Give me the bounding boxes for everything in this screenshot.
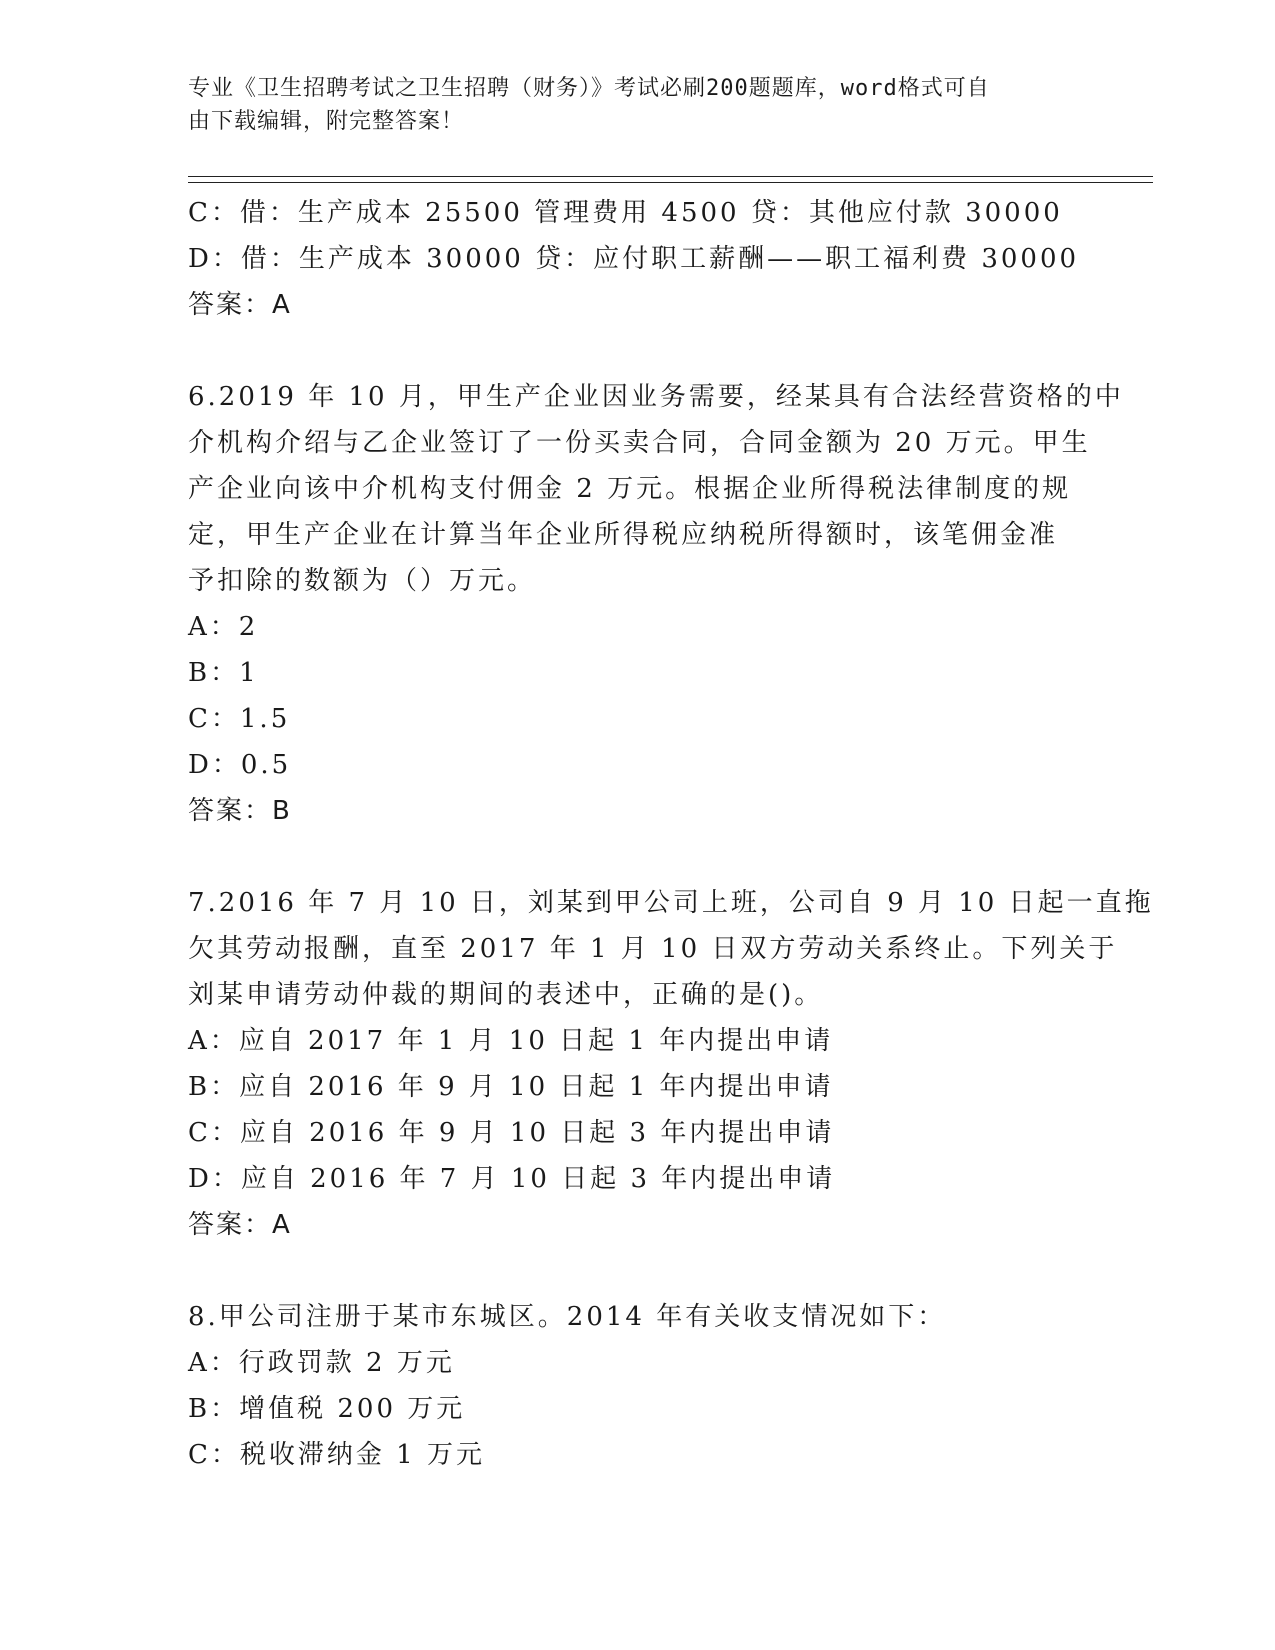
question-text-line: 欠其劳动报酬，直至 2017 年 1 月 10 日双方劳动关系终止。下列关于: [188, 934, 1118, 964]
option-c: C：应自 2016 年 9 月 10 日起 3 年内提出申请: [188, 1118, 835, 1148]
spacer: [188, 1248, 1088, 1294]
document-header: [188, 72, 1088, 138]
option-b: B：1: [188, 658, 259, 688]
question-5-remainder: [188, 190, 1088, 328]
header-line-1: 专业《卫生招聘考试之卫生招聘（财务）》考试必刷200题题库，word格式可自: [188, 76, 990, 101]
question-text-line: 8.甲公司注册于某市东城区。2014 年有关收支情况如下：: [188, 1302, 947, 1332]
question-text-line: 产企业向该中介机构支付佣金 2 万元。根据企业所得税法律制度的规: [188, 474, 1072, 504]
question-text-line: 6.2019 年 10 月，甲生产企业因业务需要，经某具有合法经营资格的中: [188, 382, 1124, 412]
question-6: [188, 374, 1124, 834]
option-a: A：行政罚款 2 万元: [188, 1348, 455, 1378]
question-8: [188, 1294, 1088, 1478]
spacer: [188, 834, 1088, 880]
answer-label: 答案：B: [188, 796, 292, 826]
option-c: C：1.5: [188, 704, 291, 734]
answer-label: 答案：A: [188, 290, 292, 320]
answer-label: 答案：A: [188, 1210, 292, 1240]
option-a: A：2: [188, 612, 259, 642]
question-text-line: 刘某申请劳动仲裁的期间的表述中，正确的是()。: [188, 980, 824, 1010]
option-d: D：借：生产成本 30000 贷：应付职工薪酬——职工福利费 30000: [188, 244, 1080, 274]
option-b: B：增值税 200 万元: [188, 1394, 466, 1424]
option-d: D：应自 2016 年 7 月 10 日起 3 年内提出申请: [188, 1164, 836, 1194]
header-divider-bottom: [188, 182, 1153, 183]
question-text-line: 予扣除的数额为（）万元。: [188, 566, 537, 596]
option-d: D：0.5: [188, 750, 292, 780]
header-divider-top: [188, 176, 1153, 177]
question-list: [188, 190, 1154, 1478]
option-c: C：借：生产成本 25500 管理费用 4500 贷：其他应付款 30000: [188, 198, 1063, 228]
option-c: C：税收滞纳金 1 万元: [188, 1440, 485, 1470]
question-text-line: 定，甲生产企业在计算当年企业所得税应纳税所得额时，该笔佣金准: [188, 520, 1059, 550]
option-a: A：应自 2017 年 1 月 10 日起 1 年内提出申请: [188, 1026, 834, 1056]
question-text-line: 介机构介绍与乙企业签订了一份买卖合同，合同金额为 20 万元。甲生: [188, 428, 1091, 458]
header-line-2: 由下载编辑，附完整答案！: [188, 109, 465, 134]
option-b: B：应自 2016 年 9 月 10 日起 1 年内提出申请: [188, 1072, 834, 1102]
question-text-line: 7.2016 年 7 月 10 日，刘某到甲公司上班，公司自 9 月 10 日起一直拖: [188, 888, 1154, 918]
spacer: [188, 328, 1088, 374]
question-7: [188, 880, 1154, 1248]
